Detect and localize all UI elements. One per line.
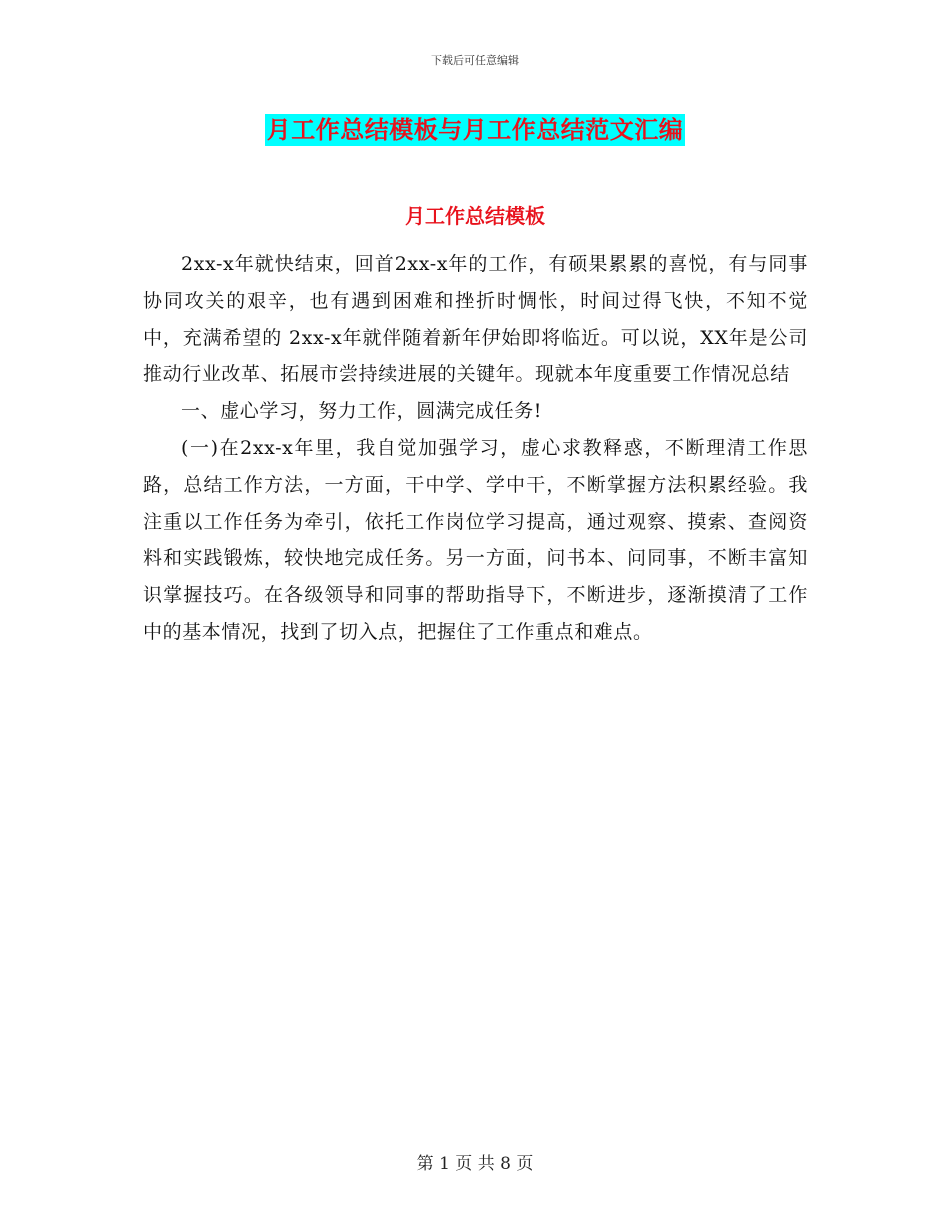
document-body (143, 246, 808, 651)
document-title: 月工作总结模板与月工作总结范文汇编 (266, 115, 684, 144)
body-paragraph: 一、虚心学习，努力工作，圆满完成任务! (181, 400, 543, 423)
page-number-footer: 第 1 页 共 8 页 (416, 1154, 534, 1174)
body-paragraph: 2xx-x年就快结束，回首2xx-x年的工作，有硕果累累的喜悦，有与同事协同攻关的艰辛，也有遇到困难和挫折时惆怅，时间过得飞快，不知不觉中，充满希望的 2xx-x年就伴随着新年伊始即将临近。可以说，XX年是公司推动行业改革、拓展市尝持续进展的关键年。现就本年度重要工作情况总结 (143, 253, 808, 386)
section-title: 月工作总结模板 (405, 204, 545, 228)
page-header-note: 下载后可任意编辑 (431, 54, 519, 67)
body-paragraph: (一)在2xx-x年里，我自觉加强学习，虚心求教释惑，不断理清工作思路，总结工作方法，一方面，干中学、学中干，不断掌握方法积累经验。我注重以工作任务为牵引，依托工作岗位学习提高，通过观察、摸索、查阅资料和实践锻炼，较快地完成任务。另一方面，问书本、问同事，不断丰富知识掌握技巧。在各级领导和同事的帮助指导下，不断进步，逐渐摸清了工作中的基本情况，找到了切入点，把握住了工作重点和难点。 (143, 436, 808, 643)
document-title-container (0, 114, 950, 146)
